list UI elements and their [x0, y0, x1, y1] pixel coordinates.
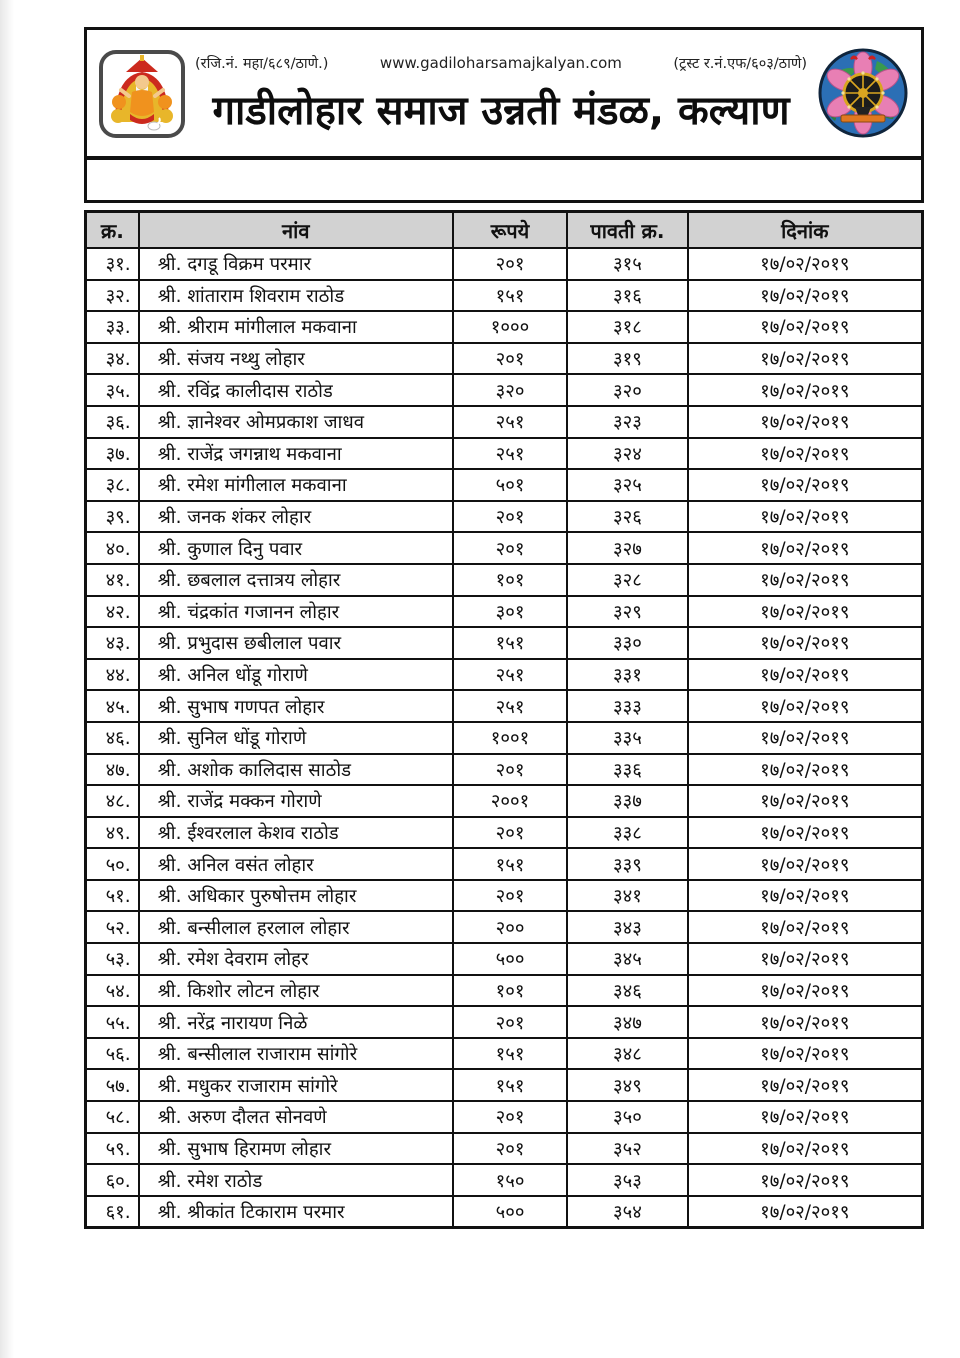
cell-date: १७/०२/२०१९ [688, 1038, 923, 1070]
cell-receipt: ३५२ [567, 1133, 687, 1165]
cell-date: १७/०२/२०१९ [688, 659, 923, 691]
cell-amount: २५१ [453, 690, 567, 722]
cell-date: १७/०२/२०१९ [688, 406, 923, 438]
table-row [86, 1006, 923, 1038]
cell-name: श्री. किशोर लोटन लोहार [139, 975, 453, 1007]
cell-date: १७/०२/२०१९ [688, 374, 923, 406]
table-row [86, 1164, 923, 1196]
cell-amount: २०१ [453, 880, 567, 912]
cell-name: श्री. अनिल धोंडू गोराणे [139, 659, 453, 691]
cell-receipt: ३२० [567, 374, 687, 406]
cell-date: १७/०२/२०१९ [688, 469, 923, 501]
cell-receipt: ३२९ [567, 596, 687, 628]
cell-name: श्री. रमेश राठोड [139, 1164, 453, 1196]
col-header-amount: रूपये [453, 212, 567, 249]
table-row [86, 280, 923, 312]
cell-receipt: ३३७ [567, 785, 687, 817]
cell-receipt: ३१९ [567, 343, 687, 375]
document-frame [84, 27, 924, 1229]
cell-name: श्री. चंद्रकांत गजानन लोहार [139, 596, 453, 628]
cell-amount: ३०१ [453, 596, 567, 628]
cell-sr: ३६. [86, 406, 139, 438]
cell-name: श्री. श्रीकांत टिकाराम परमार [139, 1196, 453, 1228]
cell-name: श्री. सुभाष हिरामण लोहार [139, 1133, 453, 1165]
blank-strip [84, 160, 924, 203]
table-header-row [86, 212, 923, 249]
cell-amount: ३२० [453, 374, 567, 406]
cell-date: १७/०२/२०१९ [688, 722, 923, 754]
cell-amount: २०१ [453, 754, 567, 786]
cell-name: श्री. अनिल वसंत लोहार [139, 848, 453, 880]
cell-amount: १५१ [453, 280, 567, 312]
cell-receipt: ३५३ [567, 1164, 687, 1196]
cell-date: १७/०२/२०१९ [688, 501, 923, 533]
scan-edge-shading [0, 0, 14, 1358]
website-url: www.gadiloharsamajkalyan.com [379, 53, 622, 72]
cell-date: १७/०२/२०१९ [688, 627, 923, 659]
table-row [86, 690, 923, 722]
cell-name: श्री. शांताराम शिवराम राठोड [139, 280, 453, 312]
cell-name: श्री. प्रभुदास छबीलाल पवार [139, 627, 453, 659]
cell-receipt: ३३० [567, 627, 687, 659]
cell-date: १७/०२/२०१९ [688, 754, 923, 786]
cell-sr: ४०. [86, 532, 139, 564]
table-row [86, 722, 923, 754]
table-row [86, 1133, 923, 1165]
chariot-wheel-globe-logo-icon [817, 47, 909, 139]
registration-number: (रजि.नं. महा/६८९/ठाणे.) [195, 55, 329, 72]
cell-name: श्री. रविंद्र कालीदास राठोड [139, 374, 453, 406]
cell-sr: ४२. [86, 596, 139, 628]
cell-amount: २०१ [453, 1133, 567, 1165]
cell-name: श्री. ईश्वरलाल केशव राठोड [139, 817, 453, 849]
cell-receipt: ३२३ [567, 406, 687, 438]
table-row [86, 911, 923, 943]
col-header-receipt: पावती क्र. [567, 212, 687, 249]
cell-amount: १०१ [453, 975, 567, 1007]
cell-sr: ४८. [86, 785, 139, 817]
cell-sr: ४९. [86, 817, 139, 849]
table-row [86, 374, 923, 406]
cell-sr: ५५. [86, 1006, 139, 1038]
table-row [86, 1038, 923, 1070]
cell-receipt: ३२६ [567, 501, 687, 533]
table-row [86, 659, 923, 691]
cell-date: १७/०२/२०१९ [688, 311, 923, 343]
cell-receipt: ३४८ [567, 1038, 687, 1070]
cell-date: १७/०२/२०१९ [688, 596, 923, 628]
cell-date: १७/०२/२०१९ [688, 817, 923, 849]
table-row [86, 1196, 923, 1228]
cell-sr: ५१. [86, 880, 139, 912]
cell-date: १७/०२/२०१९ [688, 1196, 923, 1228]
table-row [86, 1101, 923, 1133]
table-row [86, 343, 923, 375]
cell-date: १७/०२/२०१९ [688, 911, 923, 943]
vishwakarma-deity-logo-icon [99, 50, 185, 138]
table-row [86, 817, 923, 849]
cell-amount: १५१ [453, 627, 567, 659]
cell-sr: ४७. [86, 754, 139, 786]
cell-sr: ४१. [86, 564, 139, 596]
cell-amount: २०१ [453, 1006, 567, 1038]
cell-amount: २०१ [453, 1101, 567, 1133]
cell-sr: ३३. [86, 311, 139, 343]
cell-name: श्री. कुणाल दिनु पवार [139, 532, 453, 564]
table-row [86, 564, 923, 596]
cell-sr: ३९. [86, 501, 139, 533]
cell-date: १७/०२/२०१९ [688, 1006, 923, 1038]
cell-sr: ४५. [86, 690, 139, 722]
cell-receipt: ३३१ [567, 659, 687, 691]
cell-receipt: ३२७ [567, 532, 687, 564]
letterhead-meta-row [195, 53, 807, 73]
cell-amount: ५०१ [453, 469, 567, 501]
cell-name: श्री. सुनिल धोंडू गोराणे [139, 722, 453, 754]
cell-date: १७/०२/२०१९ [688, 1133, 923, 1165]
cell-date: १७/०२/२०१९ [688, 343, 923, 375]
table-body [86, 248, 923, 1228]
cell-sr: ४६. [86, 722, 139, 754]
letterhead-center [185, 51, 817, 136]
cell-receipt: ३३३ [567, 690, 687, 722]
cell-name: श्री. मधुकर राजाराम सांगोरे [139, 1069, 453, 1101]
cell-receipt: ३१६ [567, 280, 687, 312]
cell-sr: ३२. [86, 280, 139, 312]
table-row [86, 438, 923, 470]
cell-amount: १५१ [453, 1038, 567, 1070]
cell-amount: १००१ [453, 722, 567, 754]
cell-name: श्री. बन्सीलाल राजाराम सांगोरे [139, 1038, 453, 1070]
cell-date: १७/०२/२०१९ [688, 532, 923, 564]
cell-sr: ५०. [86, 848, 139, 880]
letterhead [84, 27, 924, 160]
cell-amount: १५० [453, 1164, 567, 1196]
cell-date: १७/०२/२०१९ [688, 1164, 923, 1196]
cell-amount: १५१ [453, 848, 567, 880]
cell-date: १७/०२/२०१९ [688, 943, 923, 975]
cell-sr: ३८. [86, 469, 139, 501]
cell-date: १७/०२/२०१९ [688, 564, 923, 596]
cell-date: १७/०२/२०१९ [688, 880, 923, 912]
cell-sr: ५८. [86, 1101, 139, 1133]
cell-date: १७/०२/२०१९ [688, 280, 923, 312]
cell-receipt: ३३९ [567, 848, 687, 880]
table-row [86, 596, 923, 628]
donation-receipts-table [84, 210, 924, 1229]
col-header-date: दिनांक [688, 212, 923, 249]
table-row [86, 943, 923, 975]
cell-amount: २५१ [453, 406, 567, 438]
cell-date: १७/०२/२०१९ [688, 975, 923, 1007]
cell-amount: ५०० [453, 943, 567, 975]
cell-name: श्री. अशोक कालिदास साठोड [139, 754, 453, 786]
cell-amount: १००० [453, 311, 567, 343]
cell-date: १७/०२/२०१९ [688, 1069, 923, 1101]
cell-receipt: ३४६ [567, 975, 687, 1007]
cell-date: १७/०२/२०१९ [688, 848, 923, 880]
table-row [86, 754, 923, 786]
cell-amount: २०१ [453, 248, 567, 280]
cell-receipt: ३१८ [567, 311, 687, 343]
cell-amount: २५१ [453, 438, 567, 470]
cell-sr: ५७. [86, 1069, 139, 1101]
cell-amount: २०१ [453, 817, 567, 849]
cell-receipt: ३३६ [567, 754, 687, 786]
cell-sr: ३४. [86, 343, 139, 375]
cell-name: श्री. बन्सीलाल हरलाल लोहार [139, 911, 453, 943]
cell-name: श्री. राजेंद्र मक्कन गोराणे [139, 785, 453, 817]
cell-name: श्री. रमेश मांगीलाल मकवाना [139, 469, 453, 501]
cell-amount: १०१ [453, 564, 567, 596]
table-row [86, 880, 923, 912]
table-row [86, 785, 923, 817]
cell-sr: ४३. [86, 627, 139, 659]
cell-amount: १५१ [453, 1069, 567, 1101]
cell-name: श्री. ज्ञानेश्वर ओमप्रकाश जाधव [139, 406, 453, 438]
cell-sr: ५२. [86, 911, 139, 943]
cell-name: श्री. छबलाल दत्तात्रय लोहार [139, 564, 453, 596]
cell-name: श्री. नरेंद्र नारायण निळे [139, 1006, 453, 1038]
trust-number: (ट्रस्ट र.नं.एफ/६०३/ठाणे) [673, 55, 807, 72]
cell-name: श्री. राजेंद्र जगन्नाथ मकवाना [139, 438, 453, 470]
cell-receipt: ३२५ [567, 469, 687, 501]
cell-name: श्री. सुभाष गणपत लोहार [139, 690, 453, 722]
cell-name: श्री. अरुण दौलत सोनवणे [139, 1101, 453, 1133]
cell-name: श्री. संजय नथ्थु लोहार [139, 343, 453, 375]
cell-name: श्री. अधिकार पुरुषोत्तम लोहार [139, 880, 453, 912]
cell-amount: २०१ [453, 343, 567, 375]
cell-amount: ५०० [453, 1196, 567, 1228]
table-row [86, 469, 923, 501]
cell-sr: ६०. [86, 1164, 139, 1196]
cell-amount: २००१ [453, 785, 567, 817]
cell-sr: ४४. [86, 659, 139, 691]
cell-date: १७/०२/२०१९ [688, 1101, 923, 1133]
table-row [86, 975, 923, 1007]
cell-date: १७/०२/२०१९ [688, 248, 923, 280]
table-row [86, 501, 923, 533]
cell-sr: ५६. [86, 1038, 139, 1070]
cell-receipt: ३२८ [567, 564, 687, 596]
cell-receipt: ३४९ [567, 1069, 687, 1101]
cell-amount: २०१ [453, 532, 567, 564]
cell-sr: ३५. [86, 374, 139, 406]
organization-title: गाडीलोहार समाज उन्नती मंडळ, कल्याण [212, 87, 790, 134]
cell-receipt: ३३५ [567, 722, 687, 754]
cell-name: श्री. श्रीराम मांगीलाल मकवाना [139, 311, 453, 343]
cell-receipt: ३५४ [567, 1196, 687, 1228]
table-row [86, 848, 923, 880]
cell-receipt: ३४१ [567, 880, 687, 912]
cell-receipt: ३४५ [567, 943, 687, 975]
cell-date: १७/०२/२०१९ [688, 690, 923, 722]
table-row [86, 532, 923, 564]
cell-name: श्री. रमेश देवराम लोहर [139, 943, 453, 975]
col-header-serial: क्र. [86, 212, 139, 249]
cell-sr: ५९. [86, 1133, 139, 1165]
cell-receipt: ३४३ [567, 911, 687, 943]
cell-amount: २०१ [453, 501, 567, 533]
cell-sr: ५३. [86, 943, 139, 975]
col-header-name: नांव [139, 212, 453, 249]
table-row [86, 1069, 923, 1101]
cell-sr: ५४. [86, 975, 139, 1007]
cell-name: श्री. जनक शंकर लोहार [139, 501, 453, 533]
cell-amount: २०० [453, 911, 567, 943]
table-row [86, 627, 923, 659]
cell-date: १७/०२/२०१९ [688, 438, 923, 470]
cell-name: श्री. दगडू विक्रम परमार [139, 248, 453, 280]
table-row [86, 311, 923, 343]
cell-receipt: ३३८ [567, 817, 687, 849]
cell-sr: ३७. [86, 438, 139, 470]
cell-receipt: ३१५ [567, 248, 687, 280]
table-row [86, 406, 923, 438]
cell-receipt: ३४७ [567, 1006, 687, 1038]
table-row [86, 248, 923, 280]
cell-receipt: ३२४ [567, 438, 687, 470]
cell-sr: ३१. [86, 248, 139, 280]
cell-amount: २५१ [453, 659, 567, 691]
cell-sr: ६१. [86, 1196, 139, 1228]
cell-receipt: ३५० [567, 1101, 687, 1133]
cell-date: १७/०२/२०१९ [688, 785, 923, 817]
